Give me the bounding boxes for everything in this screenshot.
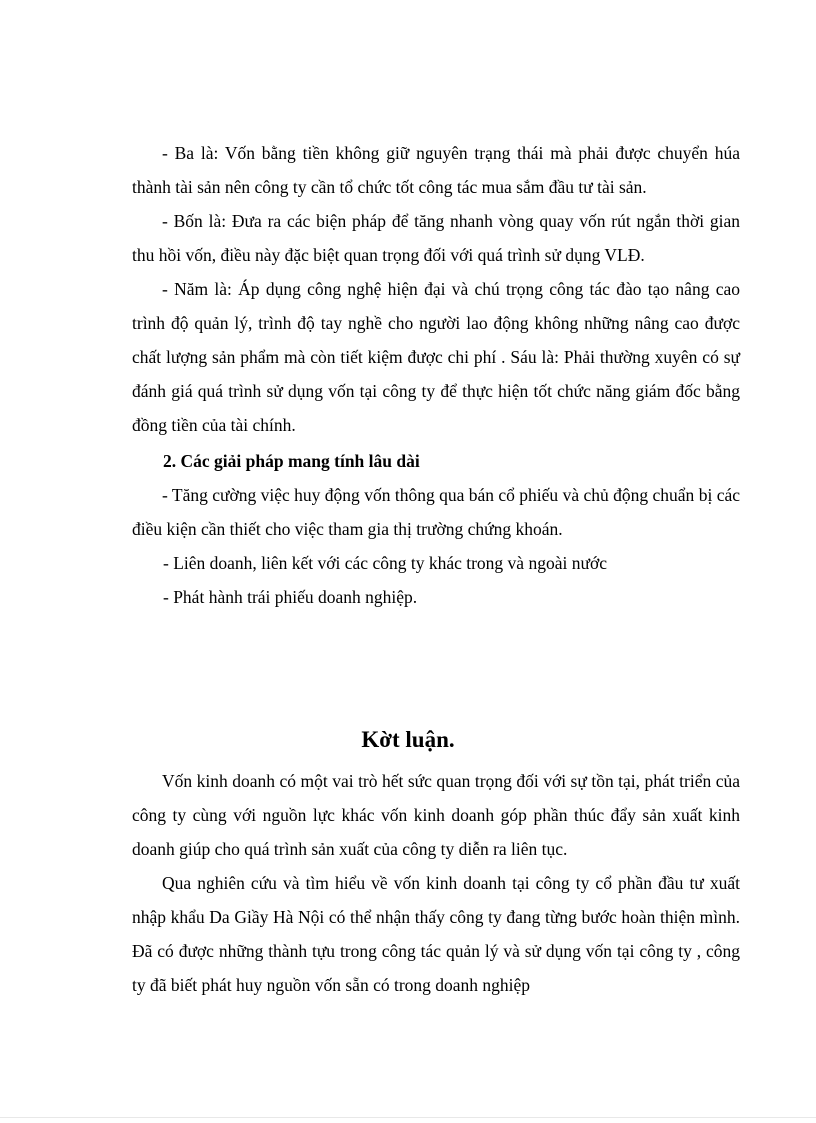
paragraph-bon-la: - Bốn là: Đưa ra các biện pháp để tăng nhanh vòng quay vốn rút ngắn thời gian thu hồi vốn, điều này đặc biệt quan trọng đối với quá trình sử dụng VLĐ. bbox=[132, 211, 740, 265]
paragraph-nam-la: - Năm là: Áp dụng công nghệ hiện đại và chú trọng công tác đào tạo nâng cao trình độ quản lý, trình độ tay nghề cho người lao động không những nâng cao được chất lượng sản phẩm mà còn tiết kiệm được chi phí . Sáu là: Phải thường xuyên có sự đánh giá quá trình sử dụng vốn tại công ty để thực hiện tốt chức năng giám đốc bằng đồng tiền của tài chính. bbox=[132, 279, 740, 435]
conclusion-paragraph-2: Qua nghiên cứu và tìm hiểu về vốn kinh doanh tại công ty cổ phần đầu tư xuất nhập khẩu Da Giầy Hà Nội có thể nhận thấy công ty đang từng bước hoàn thiện mình. Đã có được những thành tựu trong công tác quản lý và sử dụng vốn tại công ty , công ty đã biết phát huy nguồn vốn sẵn có trong doanh nghiệp bbox=[132, 873, 740, 995]
long-term-item-3: - Phát hành trái phiếu doanh nghiệp. bbox=[163, 587, 418, 607]
page-bottom-divider bbox=[0, 1117, 816, 1118]
section-heading: 2. Các giải pháp mang tính lâu dài bbox=[163, 451, 420, 471]
paragraph-ba-la: - Ba là: Vốn bằng tiền không giữ nguyên trạng thái mà phải được chuyển húa thành tài sản nên công ty cần tổ chức tốt công tác mua sắm đầu tư tài sản. bbox=[132, 143, 740, 197]
long-term-item-2: - Liên doanh, liên kết với các công ty khác trong và ngoài nước bbox=[163, 553, 607, 573]
conclusion-title: Kờt luận. bbox=[361, 727, 455, 752]
long-term-item-1: - Tăng cường việc huy động vốn thông qua bán cổ phiếu và chủ động chuẩn bị các điều kiện cần thiết cho việc tham gia thị trường chứng khoán. bbox=[132, 485, 740, 539]
conclusion-paragraph-1: Vốn kinh doanh có một vai trò hết sức quan trọng đối với sự tồn tại, phát triển của công ty cùng với nguồn lực khác vốn kinh doanh góp phần thúc đẩy sản xuất kinh doanh giúp cho quá trình sản xuất của công ty diễn ra liên tục. bbox=[132, 771, 740, 859]
